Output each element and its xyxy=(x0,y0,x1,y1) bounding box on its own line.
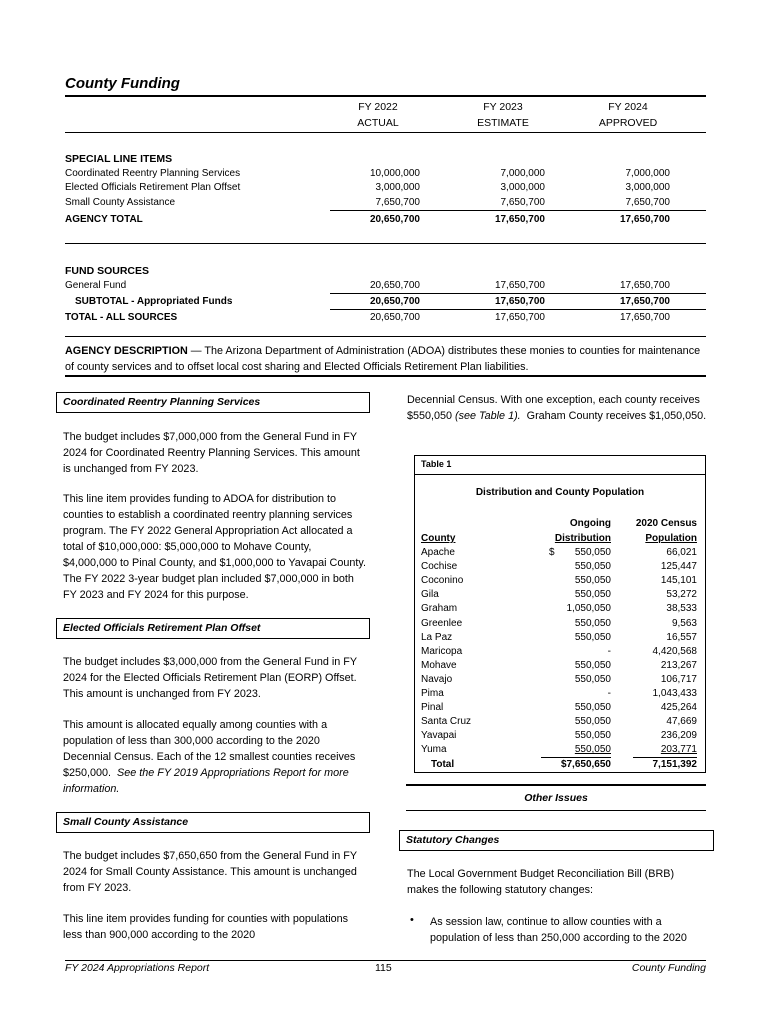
table-row xyxy=(421,688,701,702)
col-type: ACTUAL xyxy=(357,117,399,129)
row-value: 7,000,000 xyxy=(625,168,670,179)
cell-pop: 66,021 xyxy=(666,547,697,558)
cell-dist: 550,050 xyxy=(574,547,611,558)
table-1-label: Table 1 xyxy=(421,459,452,469)
cell-dist: 550,050 xyxy=(574,617,611,629)
footer-section-name: County Funding xyxy=(631,962,706,974)
subtotal-rule xyxy=(330,210,706,211)
cell-pop: 53,272 xyxy=(666,589,697,601)
footer-page-number: 115 xyxy=(375,962,392,974)
row-value: 3,000,000 xyxy=(625,182,670,193)
cell-county: Greenlee xyxy=(421,617,463,629)
eorp-p2-reference: See the FY 2019 Appropriations Report for more information. xyxy=(63,767,349,795)
footer-rule xyxy=(65,960,706,961)
col-fy2023 xyxy=(458,99,548,131)
table-1-title: Distribution and County Population xyxy=(475,487,645,498)
row-label: General Fund xyxy=(65,280,127,291)
cell-pop: 9,563 xyxy=(671,617,697,629)
row-value: 7,000,000 xyxy=(500,168,545,179)
col-year: FY 2022 xyxy=(358,101,398,113)
table-row xyxy=(65,168,706,183)
section-rule xyxy=(65,243,706,244)
cell-dist: - xyxy=(607,688,611,699)
eorp-heading: Elected Officials Retirement Plan Offset xyxy=(56,618,370,639)
cell-pop: 106,717 xyxy=(660,673,697,685)
cell-county: Pinal xyxy=(421,702,444,714)
table-row xyxy=(421,646,701,660)
continuation-text-b: Graham County receives $1,050,050. xyxy=(526,410,707,422)
row-value: 17,650,700 xyxy=(619,312,670,323)
eorp-p2-text: This amount is allocated equally among counties with a population of less than 300,000 according to the 2020 Decennial Census. Each of the 12 smallest counties receives $250,000. xyxy=(63,719,356,779)
cell-dist: 550,050 xyxy=(574,561,611,573)
header-rule xyxy=(65,132,706,133)
other-issues-heading: Other Issues xyxy=(524,792,588,804)
cell-pop: 4,420,568 xyxy=(652,645,697,657)
row-value: 20,650,700 xyxy=(369,280,420,291)
cell-county: Coconino xyxy=(421,575,464,587)
total-label: Total xyxy=(431,759,455,770)
cell-pop: 203,771 xyxy=(660,744,697,756)
pop-total-rule xyxy=(633,757,697,758)
cell-county: Apache xyxy=(421,547,455,558)
sca-paragraph-1: The budget includes $7,650,650 from the General Fund in FY 2024 for Small County Assistance. This amount is unchanged from FY 2023. xyxy=(63,850,357,894)
cell-county: Mohave xyxy=(421,659,457,671)
statutory-intro: The Local Government Budget Reconciliation Bill (BRB) makes the following statutory changes: xyxy=(407,868,675,896)
row-value: 3,000,000 xyxy=(500,182,545,193)
hdr-population-1: 2020 Census xyxy=(635,518,697,529)
sca-paragraph-2: This line item provides funding for counties with populations less than 900,000 according to the 2020 xyxy=(63,913,349,941)
table-row xyxy=(421,730,701,744)
cell-dist: 550,050 xyxy=(574,673,611,685)
statutory-bullet: As session law, continue to allow counties with a population of less than 250,000 according to the 2020 xyxy=(430,916,687,944)
cell-county: Navajo xyxy=(421,673,453,685)
row-value: 20,650,700 xyxy=(369,312,420,323)
hdr-distribution-2: Distribution xyxy=(554,533,611,544)
dist-total-rule xyxy=(541,757,611,758)
row-value: 7,650,700 xyxy=(375,197,420,208)
row-value: 17,650,700 xyxy=(494,214,545,225)
title-rule xyxy=(65,95,706,97)
row-value: 20,650,700 xyxy=(369,296,420,307)
subtotal-rule xyxy=(330,309,706,310)
row-label: Coordinated Reentry Planning Services xyxy=(65,168,241,179)
section-rule xyxy=(65,336,706,337)
continuation-text-a: Decennial Census. With one exception, each county receives $550,050 xyxy=(407,394,700,422)
row-value: 7,650,700 xyxy=(625,197,670,208)
col-year: FY 2023 xyxy=(483,101,523,113)
hdr-population-2: Population xyxy=(645,533,697,544)
continuation-reference: (see Table 1). xyxy=(455,410,521,422)
col-fy2022 xyxy=(333,99,423,131)
description-rule xyxy=(65,375,706,377)
other-issues-rule-top xyxy=(406,784,706,786)
cell-dist: 1,050,050 xyxy=(566,603,611,615)
statutory-changes-heading: Statutory Changes xyxy=(399,830,714,851)
row-value: 17,650,700 xyxy=(619,214,670,225)
table-row xyxy=(421,547,701,561)
cell-county: Gila xyxy=(421,589,439,601)
table-row xyxy=(65,182,706,197)
total-population: 7,151,392 xyxy=(652,759,697,770)
table-row xyxy=(421,589,701,603)
row-value: 17,650,700 xyxy=(619,296,670,307)
table-row xyxy=(421,632,701,646)
row-value: 3,000,000 xyxy=(375,182,420,193)
cell-pop: 47,669 xyxy=(666,716,697,728)
crps-heading: Coordinated Reentry Planning Services xyxy=(56,392,370,413)
row-value: 20,650,700 xyxy=(369,214,420,225)
cell-dist: 550,050 xyxy=(574,575,611,587)
cell-pop: 16,557 xyxy=(666,631,697,643)
dollar-sign: $ xyxy=(549,547,555,558)
eorp-paragraph-1: The budget includes $3,000,000 from the General Fund in FY 2024 for the Elected Officials Retirement Plan (EORP) Offset. This amount is unchanged from FY 2023. xyxy=(63,656,357,700)
col-type: ESTIMATE xyxy=(477,117,529,129)
cell-dist: 550,050 xyxy=(574,716,611,728)
table-row xyxy=(421,660,701,674)
row-value: 17,650,700 xyxy=(494,280,545,291)
bullet-marker: • xyxy=(410,914,414,926)
col-fy2024 xyxy=(583,99,673,131)
page-title: County Funding xyxy=(65,75,180,92)
table-row xyxy=(421,716,701,730)
col-year: FY 2024 xyxy=(608,101,648,113)
col-type: APPROVED xyxy=(598,117,658,129)
row-label: SUBTOTAL - Appropriated Funds xyxy=(75,296,233,307)
total-distribution: $7,650,650 xyxy=(560,759,611,770)
row-label: Elected Officials Retirement Plan Offset xyxy=(65,182,241,193)
table-1 xyxy=(414,455,706,773)
table-row xyxy=(421,575,701,589)
cell-pop: 1,043,433 xyxy=(652,688,697,699)
agency-total-row xyxy=(65,214,706,229)
cell-pop: 425,264 xyxy=(660,702,697,714)
agency-description-label: AGENCY DESCRIPTION xyxy=(65,345,188,357)
row-label: TOTAL - ALL SOURCES xyxy=(65,312,178,323)
table-row xyxy=(421,702,701,716)
total-all-sources-row xyxy=(65,312,706,327)
special-line-items-heading: SPECIAL LINE ITEMS xyxy=(65,153,173,165)
cell-pop: 145,101 xyxy=(660,575,697,587)
row-value: 17,650,700 xyxy=(494,312,545,323)
table-row xyxy=(421,561,701,575)
cell-dist: 550,050 xyxy=(574,631,611,643)
cell-county: Graham xyxy=(421,603,458,615)
cell-dist: - xyxy=(607,645,611,657)
cell-county: Cochise xyxy=(421,561,458,573)
sca-continuation xyxy=(407,392,707,424)
crps-paragraph-2: This line item provides funding to ADOA for distribution to counties to establish a coordinated reentry planning services program. The FY 2022 General Appropriation Act allocated a total of $10,000,000: $5,000,000 to Mohave County, $4,000,000 to Pinal County, and $1,000,000 to Yavapai County. The FY 2022 3-year budget plan included $7,000,000 in both FY 2023 and FY 2024 for this purpose. xyxy=(63,493,366,601)
agency-description-text: — The Arizona Department of Administration (ADOA) distributes these monies to counties for maintenance of county services and to offset local cost sharing and Elected Officials Retirement Plan liabilities. xyxy=(65,345,701,373)
cell-county: Pima xyxy=(421,688,444,699)
cell-pop: 236,209 xyxy=(660,730,697,742)
cell-pop: 38,533 xyxy=(666,603,697,615)
row-value: 10,000,000 xyxy=(369,168,420,179)
table-1-label-rule xyxy=(415,474,705,475)
cell-county: Maricopa xyxy=(421,645,463,657)
row-value: 7,650,700 xyxy=(500,197,545,208)
subtotal-rule xyxy=(330,293,706,294)
cell-dist: 550,050 xyxy=(574,730,611,742)
hdr-distribution-1: Ongoing xyxy=(569,518,611,529)
cell-county: Yavapai xyxy=(421,730,457,742)
row-value: 17,650,700 xyxy=(494,296,545,307)
cell-county: La Paz xyxy=(421,631,453,643)
table-row xyxy=(421,674,701,688)
footer-report-name: FY 2024 Appropriations Report xyxy=(65,962,210,974)
cell-county: Santa Cruz xyxy=(421,716,472,728)
crps-paragraph-1: The budget includes $7,000,000 from the General Fund in FY 2024 for Coordinated Reentry Planning Services. This amount is unchanged from FY 2023. xyxy=(63,431,360,475)
cell-county: Yuma xyxy=(421,744,447,756)
cell-pop: 213,267 xyxy=(660,659,697,671)
row-value: 17,650,700 xyxy=(619,280,670,291)
row-label: Small County Assistance xyxy=(65,197,176,208)
cell-dist: 550,050 xyxy=(574,659,611,671)
eorp-paragraph-2 xyxy=(63,717,368,797)
table-1-total-row xyxy=(421,759,701,773)
cell-dist: 550,050 xyxy=(574,702,611,714)
cell-dist: 550,050 xyxy=(574,589,611,601)
row-label: AGENCY TOTAL xyxy=(65,214,143,225)
cell-pop: 125,447 xyxy=(660,561,697,573)
table-row xyxy=(421,618,701,632)
sca-heading: Small County Assistance xyxy=(56,812,370,833)
cell-dist: 550,050 xyxy=(574,744,611,756)
hdr-county: County xyxy=(421,533,456,544)
agency-description xyxy=(65,343,706,375)
table-row xyxy=(421,603,701,617)
other-issues-rule-bottom xyxy=(406,810,706,811)
fund-sources-heading: FUND SOURCES xyxy=(65,265,150,277)
